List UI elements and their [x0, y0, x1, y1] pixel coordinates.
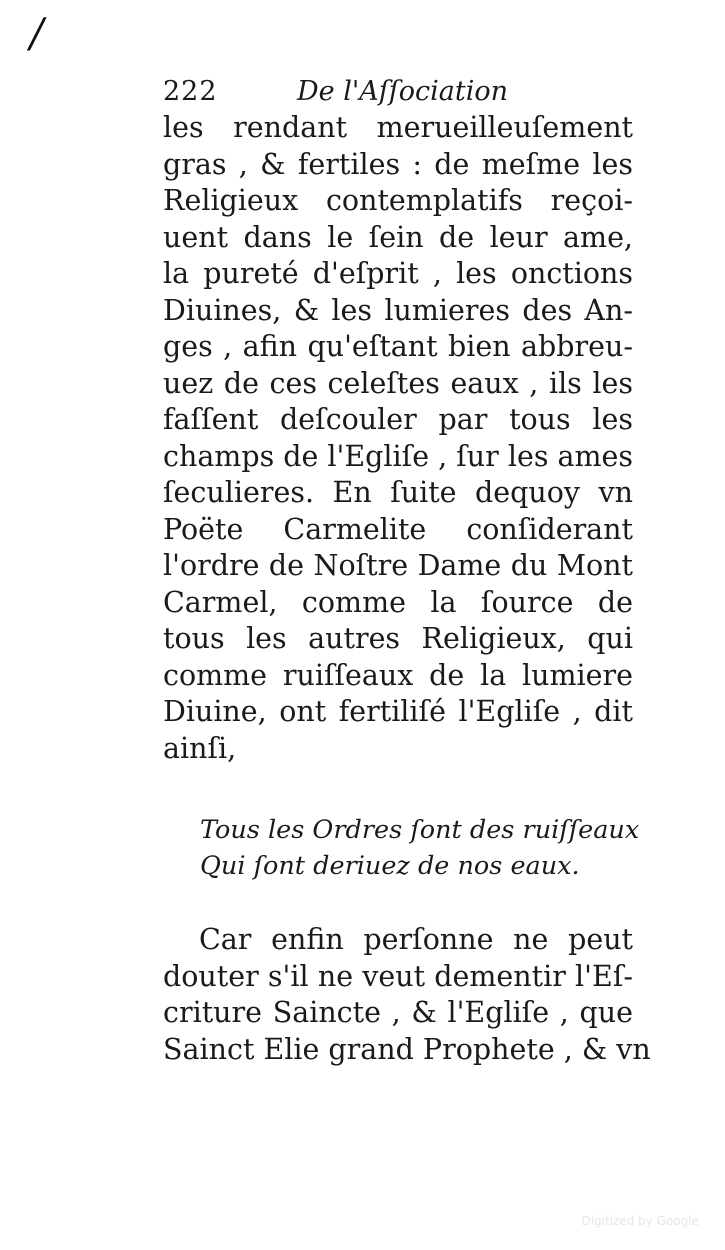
text-line: les rendant merueilleuſement	[163, 111, 633, 144]
page-number: 222	[163, 76, 218, 107]
text-line: faſſent deſcouler par tous les	[163, 403, 633, 436]
text-line: Poëte Carmelite conſiderant	[163, 512, 633, 546]
text-line: Sainct Elie grand Prophete , & vn	[163, 1032, 651, 1066]
corner-mark: /	[30, 11, 44, 57]
second-paragraph	[163, 922, 651, 1068]
text-line: comme ruiſſeaux de la lumiere	[163, 658, 633, 692]
text-line: ainſi,	[163, 731, 237, 765]
text-line: ges , afin qu'eſtant bien abbreu-	[163, 330, 633, 363]
text-line: Religieux contemplatifs reçoi-	[163, 184, 633, 217]
text-line: la pureté d'eſprit , les onctions	[163, 257, 633, 290]
verse-line: Qui ſont deriuez de nos eaux.	[200, 851, 580, 881]
page-header	[163, 76, 633, 112]
verse-line: Tous les Ordres ſont des ruiſſeaux	[200, 815, 640, 845]
text-line: tous les autres Religieux, qui	[163, 622, 633, 655]
verse-quote	[200, 812, 640, 884]
text-line: criture Saincte , & l'Egliſe , que	[163, 996, 633, 1029]
watermark: Digitized by Google	[581, 1214, 699, 1228]
text-line: gras , & fertiles : de meſme les	[163, 147, 633, 181]
text-line: champs de l'Egliſe , ſur les ames	[163, 439, 634, 473]
text-line: l'ordre de Noſtre Dame du Mont	[163, 549, 633, 582]
text-line: Diuines, & les lumieres des An-	[163, 293, 633, 327]
text-line: ſeculieres. En ſuite dequoy vn	[163, 476, 633, 509]
running-head: De l'Aſſociation	[297, 76, 508, 107]
text-line: Car enfin perſonne ne peut	[199, 923, 633, 956]
text-line: Carmel, comme la ſource de	[163, 585, 633, 619]
main-paragraph	[163, 110, 633, 767]
text-line: uez de ces celeſtes eaux , ils les	[163, 366, 633, 400]
text-line: douter s'il ne veut dementir l'Eſ-	[163, 959, 633, 993]
text-line: uent dans le ſein de leur ame,	[163, 220, 633, 254]
text-line: Diuine, ont fertiliſé l'Egliſe , dit	[163, 695, 633, 728]
